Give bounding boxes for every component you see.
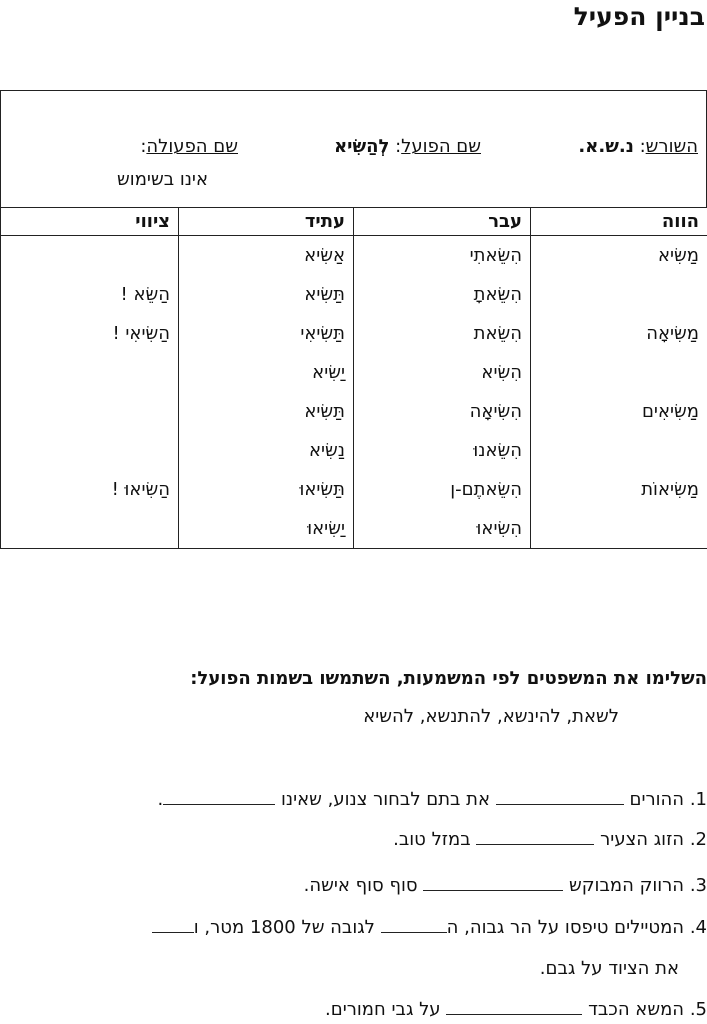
- table-row: [1, 509, 707, 548]
- exercise-item-5: 5. המשא הכבד על גבי חמורים.: [325, 999, 707, 1020]
- table-cell: הַשִּׂיאִי !: [1, 314, 179, 353]
- root-value: נ.ש.א.: [578, 136, 634, 157]
- header-past: עבר: [354, 208, 531, 236]
- item-number: 2.: [689, 829, 707, 850]
- exercise-item-3: 3. הרווק המבוקש סוף סוף אישה.: [303, 875, 707, 896]
- table-cell: [1, 236, 179, 275]
- table-cell: יַשִּׂיאוּ: [179, 509, 354, 548]
- table-cell: הִשֵּׂאתִי: [354, 236, 531, 275]
- table-row: [1, 314, 707, 353]
- item-number: 3.: [689, 875, 707, 896]
- table-cell: [1, 431, 179, 470]
- table-cell: תַּשִּׂיאוּ: [179, 470, 354, 509]
- verbal-noun-label: שם הפעולה: [146, 136, 238, 157]
- table-row: [1, 275, 707, 314]
- answer-blank[interactable]: [381, 916, 447, 933]
- table-cell: הִשִּׂיאוּ: [354, 509, 531, 548]
- answer-blank[interactable]: [163, 788, 275, 805]
- root-info: השורש: נ.ש.א.: [578, 136, 698, 157]
- item-number: 4.: [689, 917, 707, 938]
- verbal-noun-value: אינו בשימוש: [117, 169, 208, 190]
- verbal-noun-info: שם הפעולה:: [140, 136, 238, 157]
- table-header-row: [1, 208, 707, 236]
- root-label: השורש: [645, 136, 698, 157]
- table-row: [1, 431, 707, 470]
- answer-blank[interactable]: [496, 788, 624, 805]
- table-cell: [531, 431, 707, 470]
- table-cell: תַּשִּׂיא: [179, 392, 354, 431]
- item-number: 5.: [689, 999, 707, 1020]
- table-row: [1, 353, 707, 392]
- table-cell: מַשִּׂיאִים: [531, 392, 707, 431]
- table-cell: מַשִּׂיאָה: [531, 314, 707, 353]
- conjugation-table: [0, 207, 707, 549]
- table-cell: תַּשִּׂיאִי: [179, 314, 354, 353]
- table-cell: תַּשִּׂיא: [179, 275, 354, 314]
- verb-info-box: [0, 90, 707, 208]
- exercise-instructions: השלימו את המשפטים לפי המשמעות, השתמשו בשמות הפועל:: [190, 668, 707, 689]
- page-title: בניין הפעיל: [573, 2, 705, 31]
- item-number: 1.: [689, 789, 707, 810]
- exercise-item-4-continued: את הציוד על גבם.: [539, 958, 679, 979]
- exercise-item-4: 4. המטיילים טיפסו על הר גבוה, ה לגובה של 1800 מטר, ו: [152, 916, 707, 938]
- table-row: [1, 236, 707, 275]
- table-cell: הִשֵּׂאתֶם-ן: [354, 470, 531, 509]
- table-cell: [531, 275, 707, 314]
- table-cell: הִשִּׂיא: [354, 353, 531, 392]
- answer-blank[interactable]: [476, 828, 594, 845]
- table-cell: [1, 353, 179, 392]
- answer-blank[interactable]: [423, 874, 563, 891]
- table-cell: אַשִּׂיא: [179, 236, 354, 275]
- table-cell: מַשִּׂיאוֹת: [531, 470, 707, 509]
- answer-blank[interactable]: [152, 916, 194, 933]
- table-cell: הִשֵּׂאנוּ: [354, 431, 531, 470]
- infinitive-info: שם הפועל: לְהַשִּׂיא: [334, 136, 481, 157]
- table-cell: [531, 353, 707, 392]
- table-cell: [1, 509, 179, 548]
- table-cell: הַשִּׂיאוּ !: [1, 470, 179, 509]
- table-row: [1, 470, 707, 509]
- table-cell: הִשֵּׂאתָ: [354, 275, 531, 314]
- exercise-item-2: 2. הזוג הצעיר במזל טוב.: [393, 829, 707, 850]
- answer-blank[interactable]: [446, 998, 582, 1015]
- exercise-item-1: 1. ההורים את בתם לבחור צנוע, שאינו .: [157, 789, 707, 810]
- header-future: עתיד: [179, 208, 354, 236]
- table-cell: הִשִּׂיאָה: [354, 392, 531, 431]
- table-cell: הַשֵּׂא !: [1, 275, 179, 314]
- header-imperative: ציווי: [1, 208, 179, 236]
- infinitive-value: לְהַשִּׂיא: [334, 136, 390, 157]
- header-present: הווה: [531, 208, 707, 236]
- table-cell: נַשִּׂיא: [179, 431, 354, 470]
- table-cell: הִשֵּׂאת: [354, 314, 531, 353]
- table-cell: יַשִּׂיא: [179, 353, 354, 392]
- infinitive-label: שם הפועל: [401, 136, 481, 157]
- table-cell: [1, 392, 179, 431]
- table-cell: [531, 509, 707, 548]
- verb-options: לשאת, להינשא, להתנשא, להשיא: [363, 706, 619, 727]
- table-cell: מַשִּׂיא: [531, 236, 707, 275]
- table-row: [1, 392, 707, 431]
